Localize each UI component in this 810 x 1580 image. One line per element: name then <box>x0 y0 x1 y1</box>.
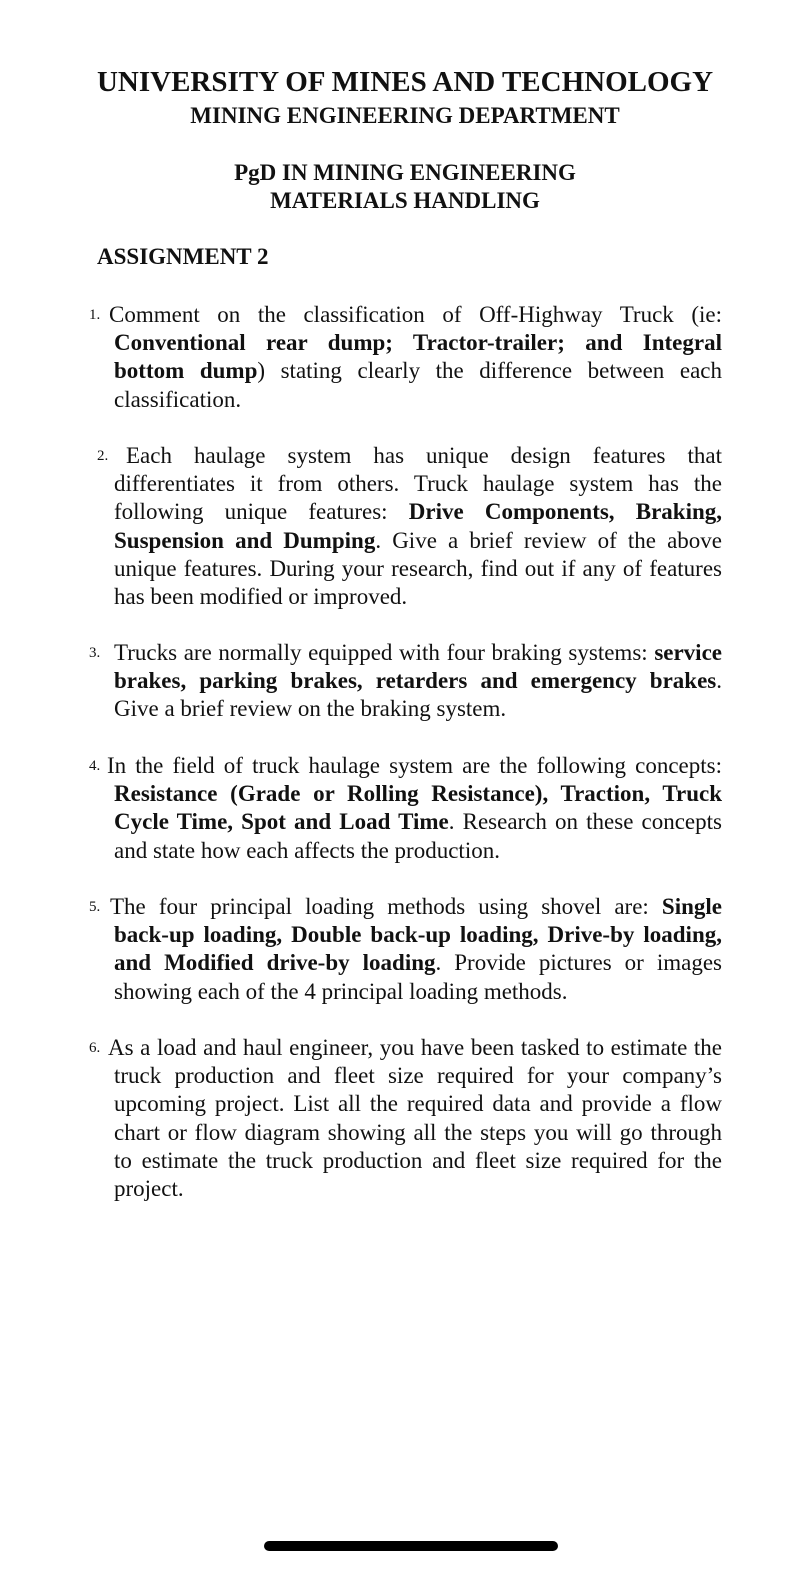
assignment-title: ASSIGNMENT 2 <box>97 244 269 269</box>
question-text-part: . Research on these concepts and state how each affects the production. <box>114 809 722 863</box>
question-text <box>114 639 722 724</box>
question-text-part: As a load and haul engineer, you have been tasked to estimate the truck production and fleet size required for your company’s upcoming project. List all the required data and provide a flow chart or flow diagram showing all the steps you will go through to estimate the truck production and fleet size required for the project. <box>108 1035 722 1202</box>
question-text-part: Each haulage system has unique design features that differentiates it from others. Truck haulage system has the following unique features: <box>114 443 722 525</box>
university-title: UNIVERSITY OF MINES AND TECHNOLOGY <box>96 66 714 98</box>
question-keyterms: Conventional rear dump; Tractor-trailer; and Integral bottom dump <box>114 330 722 384</box>
question-number: 2. <box>97 448 109 464</box>
question-text-part: The four principal loading methods using shovel are: <box>110 894 662 919</box>
question-text-part: Trucks are normally equipped with four braking systems: <box>114 640 655 665</box>
course-title: MATERIALS HANDLING <box>270 188 540 213</box>
question-number: 3. <box>89 645 101 661</box>
question-text-part: . Give a brief review on the braking system. <box>114 668 722 722</box>
question-item <box>89 752 722 865</box>
question-item <box>89 1034 722 1203</box>
department-title: MINING ENGINEERING DEPARTMENT <box>190 103 620 128</box>
question-number: 6. <box>89 1040 101 1056</box>
question-item <box>89 893 722 1006</box>
question-item <box>89 301 722 414</box>
question-text-part: ) stating clearly the difference between each classification. <box>114 358 722 412</box>
question-text-part: . Provide pictures or images showing each of the 4 principal loading methods. <box>114 950 722 1004</box>
question-text-part: Comment on the classification of Off-Highway Truck (ie: <box>109 302 722 327</box>
question-keyterms: service brakes, parking brakes, retarders and emergency brakes <box>114 640 722 694</box>
question-text-part: In the field of truck haulage system are the following concepts: <box>107 753 722 778</box>
question-keyterms: Drive Components, Braking, Suspension and Dumping <box>114 499 723 553</box>
question-number: 5. <box>89 899 101 915</box>
programme-title: PgD IN MINING ENGINEERING <box>234 160 576 185</box>
question-keyterms: Resistance (Grade or Rolling Resistance), Traction, Truck Cycle Time, Spot and Load Time <box>114 781 722 835</box>
question-item <box>89 639 722 724</box>
question-text <box>110 893 722 1006</box>
question-text <box>107 752 722 865</box>
question-text <box>109 301 722 414</box>
question-number: 4. <box>89 758 101 774</box>
question-keyterms: Single back-up loading, Double back-up loading, Drive-by loading, and Modified drive-by loading <box>114 894 722 976</box>
question-text-part: . Give a brief review of the above unique features. During your research, find out if any of features has been modified or improved. <box>114 527 723 610</box>
question-item <box>97 442 723 611</box>
question-number: 1. <box>89 307 101 323</box>
question-text <box>108 1034 722 1203</box>
home-indicator[interactable] <box>264 1541 558 1551</box>
question-text <box>114 442 722 611</box>
